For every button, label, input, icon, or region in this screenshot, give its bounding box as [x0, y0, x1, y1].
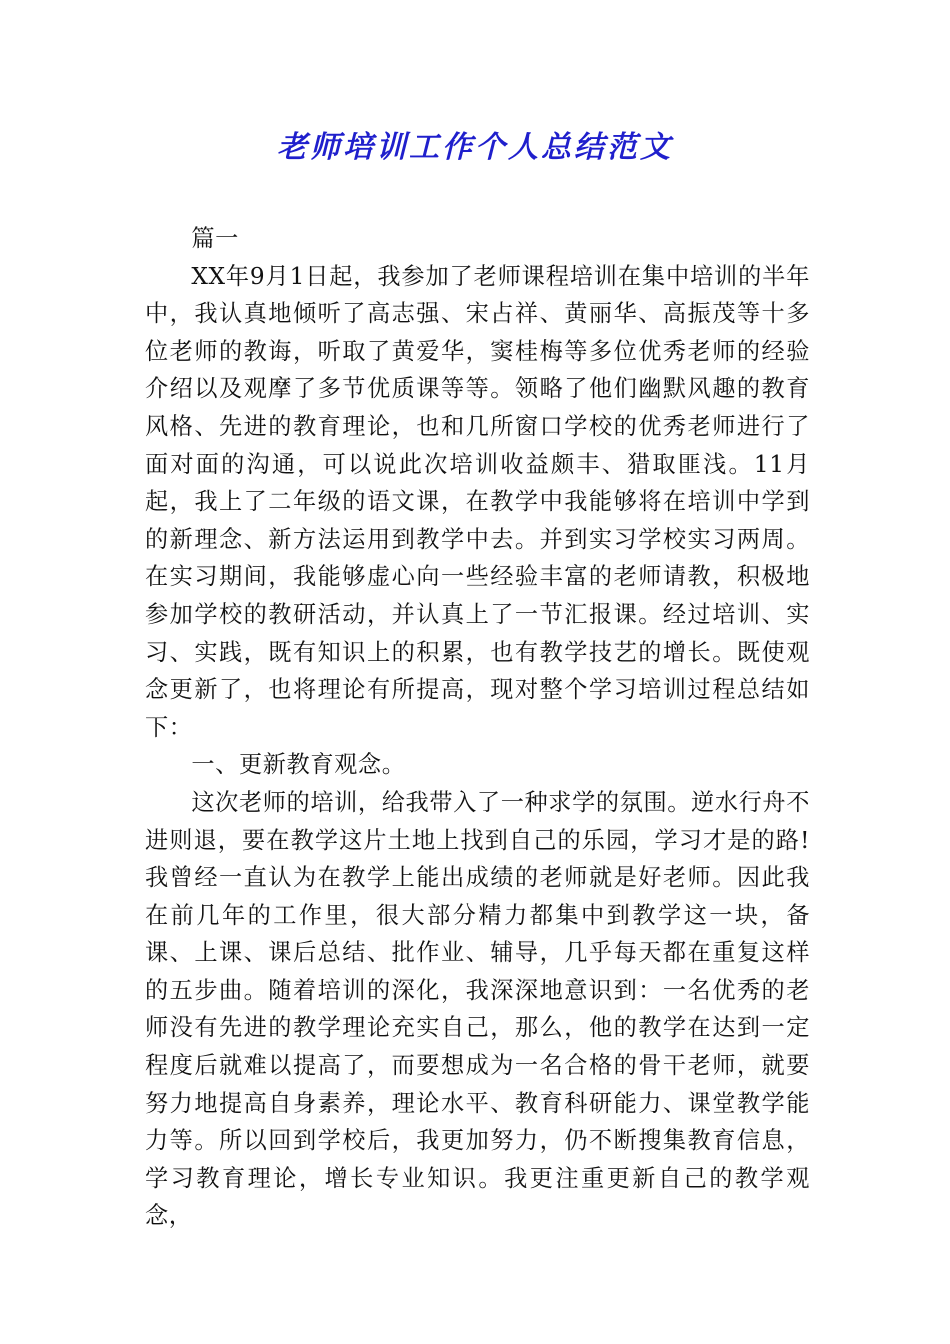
section-heading-1: 一、更新教育观念。 [191, 751, 406, 779]
document-body [145, 220, 810, 1235]
paragraph-intro: XX年9月1日起，我参加了老师课程培训在集中培训的半年中，我认真地倾听了高志强、宋占祥、黄丽华、高振茂等十多位老师的教诲，听取了黄爱华，窦桂梅等多位优秀老师的经验介绍以及观摩了多节优质课等等。领略了他们幽默风趣的教育风格、先进的教育理论，也和几所窗口学校的优秀老师进行了面对面的沟通，可以说此次培训收益颇丰、猎取匪浅。11月起，我上了二年级的语文课，在教学中我能够将在培训中学到的新理念、新方法运用到教学中去。并到实习学校实习两周。在实习期间，我能够虚心向一些经验丰富的老师请教，积极地参加学校的教研活动，并认真上了一节汇报课。经过培训、实习、实践，既有知识上的积累，也有教学技艺的增长。既使观念更新了，也将理论有所提高，现对整个学习培训过程总结如下： [145, 262, 810, 741]
paragraph-section-1: 这次老师的培训，给我带入了一种求学的氛围。逆水行舟不进则退，要在教学这片土地上找到自己的乐园，学习才是的路!我曾经一直认为在教学上能出成绩的老师就是好老师。因此我在前几年的工作里，很大部分精力都集中到教学这一块，备课、上课、课后总结、批作业、辅导，几乎每天都在重复这样的五步曲。随着培训的深化，我深深地意识到：一名优秀的老师没有先进的教学理论充实自己，那么，他的教学在达到一定程度后就难以提高了，而要想成为一名合格的骨干老师，就要努力地提高自身素养，理论水平、教育科研能力、课堂教学能力等。所以回到学校后，我更加努力，仍不断搜集教育信息，学习教育理论，增长专业知识。我更注重更新自己的教学观念， [145, 788, 810, 1230]
section-label: 篇一 [191, 225, 239, 252]
document-title: 老师培训工作个人总结范文 [277, 130, 673, 165]
